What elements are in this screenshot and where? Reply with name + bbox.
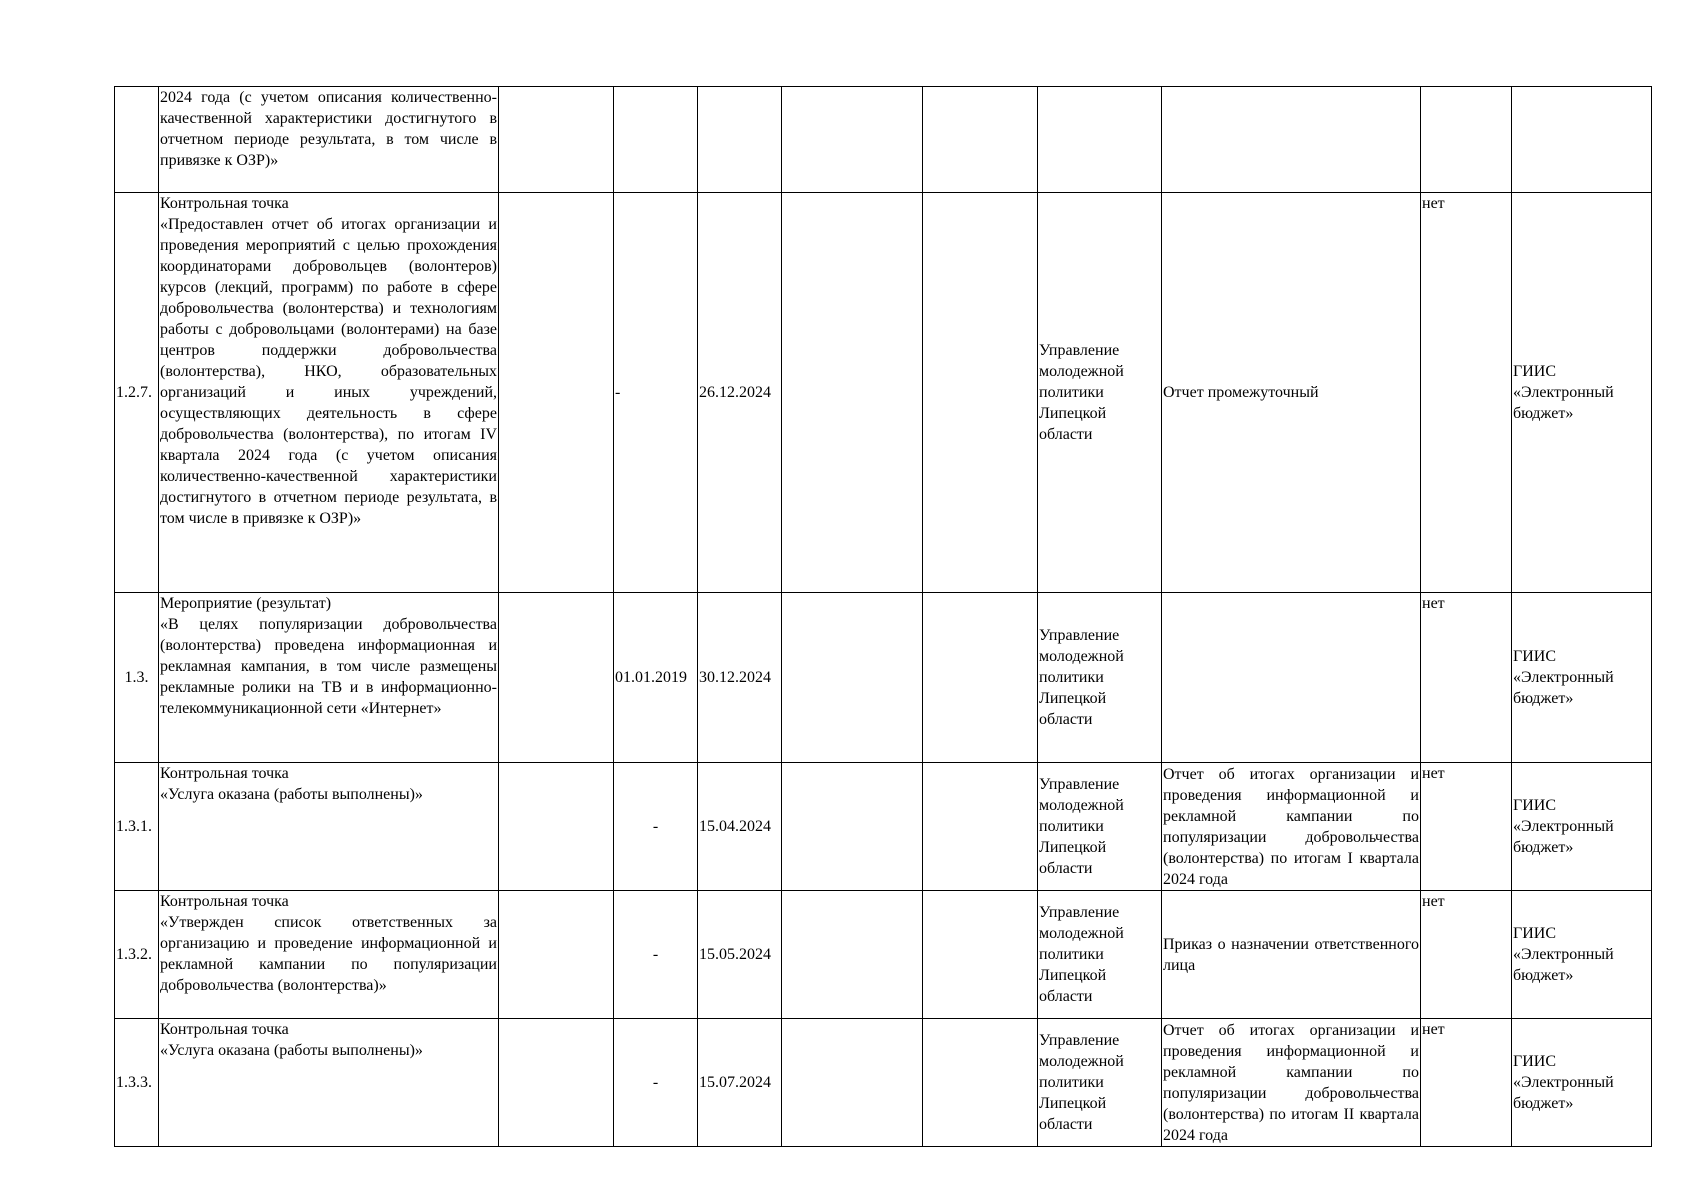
system-cell: ГИИС «Электронный бюджет» — [1512, 763, 1652, 891]
responsible-cell: Управление молодежной политики Липецкой области — [1038, 593, 1162, 763]
row-description — [159, 593, 499, 763]
document-cell — [1162, 593, 1421, 763]
row-number: 1.3. — [115, 593, 159, 763]
row-description-text: «В целях популяризации добровольчества (волонтерства) проведена информационная и рекламная кампания, в том числе размещены рекламные ролики на ТВ и в информационно-телекоммуникационной сети «Интернет» — [160, 616, 497, 717]
table-row — [115, 1019, 1652, 1147]
start-date: - — [614, 763, 698, 891]
table-row — [115, 193, 1652, 593]
flag-cell: нет — [1421, 891, 1512, 1019]
responsible-cell: Управление молодежной политики Липецкой области — [1038, 1019, 1162, 1147]
row-description — [159, 87, 499, 193]
system-cell — [1512, 87, 1652, 193]
empty-cell — [923, 193, 1038, 593]
row-description — [159, 193, 499, 593]
flag-cell: нет — [1421, 193, 1512, 593]
system-cell: ГИИС «Электронный бюджет» — [1512, 891, 1652, 1019]
flag-cell: нет — [1421, 763, 1512, 891]
responsible-cell: Управление молодежной политики Липецкой области — [1038, 891, 1162, 1019]
start-date: - — [614, 1019, 698, 1147]
table-row — [115, 593, 1652, 763]
row-description-text: «Предоставлен отчет об итогах организации и проведения мероприятий с целью прохождения координаторами добровольцев (волонтеров) курсов (лекций, программ) по работе в сфере добровольчества (волонтерства) и технологиям работы с добровольцами (волонтерами) на базе центров поддержки добровольчества (волонтерства), НКО, образовательных организаций и иных учреждений, осуществляющих деятельность в сфере добровольчества (волонтерства), по итогам IV квартала 2024 года (с учетом описания количественно-качественной характеристики достигнутого в отчетном периоде результата, в том числе в привязке к ОЗР)» — [160, 216, 497, 527]
document-cell — [1162, 87, 1421, 193]
row-description-text: «Услуга оказана (работы выполнены)» — [160, 1042, 423, 1059]
start-date — [614, 87, 698, 193]
start-date: - — [614, 193, 698, 593]
empty-cell — [499, 593, 614, 763]
end-date: 26.12.2024 — [698, 193, 782, 593]
empty-cell — [499, 87, 614, 193]
system-cell: ГИИС «Электронный бюджет» — [1512, 193, 1652, 593]
empty-cell — [499, 1019, 614, 1147]
row-description-text: 2024 года (с учетом описания количественно-качественной характеристики достигнутого в отчетном периоде результата, в том числе в привязке к ОЗР)» — [160, 89, 497, 169]
responsible-cell — [1038, 87, 1162, 193]
flag-cell: нет — [1421, 593, 1512, 763]
empty-cell — [923, 891, 1038, 1019]
row-number: 1.3.2. — [115, 891, 159, 1019]
end-date: 15.04.2024 — [698, 763, 782, 891]
empty-cell — [923, 87, 1038, 193]
end-date — [698, 87, 782, 193]
empty-cell — [782, 763, 923, 891]
row-number: 1.3.1. — [115, 763, 159, 891]
empty-cell — [782, 193, 923, 593]
row-description — [159, 891, 499, 1019]
table-row — [115, 763, 1652, 891]
system-cell: ГИИС «Электронный бюджет» — [1512, 1019, 1652, 1147]
row-title: Контрольная точка — [160, 1021, 289, 1038]
row-description — [159, 763, 499, 891]
row-number: 1.2.7. — [115, 193, 159, 593]
document-cell: Приказ о назначении ответственного лица — [1162, 891, 1421, 1019]
empty-cell — [782, 1019, 923, 1147]
end-date: 30.12.2024 — [698, 593, 782, 763]
row-title: Мероприятие (результат) — [160, 595, 332, 612]
end-date: 15.07.2024 — [698, 1019, 782, 1147]
empty-cell — [782, 891, 923, 1019]
empty-cell — [782, 593, 923, 763]
system-cell: ГИИС «Электронный бюджет» — [1512, 593, 1652, 763]
table-row — [115, 891, 1652, 1019]
row-number — [115, 87, 159, 193]
empty-cell — [923, 1019, 1038, 1147]
empty-cell — [499, 763, 614, 891]
empty-cell — [499, 193, 614, 593]
start-date: - — [614, 891, 698, 1019]
plan-table — [114, 86, 1652, 1147]
row-description-text: «Услуга оказана (работы выполнены)» — [160, 786, 423, 803]
row-description-text: «Утвержден список ответственных за организацию и проведение информационной и рекламной кампании по популяризации добровольчества (волонтерства)» — [160, 914, 497, 994]
flag-cell — [1421, 87, 1512, 193]
start-date: 01.01.2019 — [614, 593, 698, 763]
row-title: Контрольная точка — [160, 195, 289, 212]
responsible-cell: Управление молодежной политики Липецкой области — [1038, 193, 1162, 593]
row-title: Контрольная точка — [160, 765, 289, 782]
row-title: Контрольная точка — [160, 893, 289, 910]
empty-cell — [499, 891, 614, 1019]
row-description — [159, 1019, 499, 1147]
responsible-cell: Управление молодежной политики Липецкой области — [1038, 763, 1162, 891]
flag-cell: нет — [1421, 1019, 1512, 1147]
document-cell: Отчет промежуточный — [1162, 193, 1421, 593]
end-date: 15.05.2024 — [698, 891, 782, 1019]
row-number: 1.3.3. — [115, 1019, 159, 1147]
empty-cell — [923, 763, 1038, 891]
document-cell: Отчет об итогах организации и проведения информационной и рекламной кампании по популяризации добровольчества (волонтерства) по итогам I квартала 2024 года — [1162, 763, 1421, 891]
document-cell: Отчет об итогах организации и проведения информационной и рекламной кампании по популяризации добровольчества (волонтерства) по итогам II квартала 2024 года — [1162, 1019, 1421, 1147]
empty-cell — [782, 87, 923, 193]
empty-cell — [923, 593, 1038, 763]
table-row — [115, 87, 1652, 193]
